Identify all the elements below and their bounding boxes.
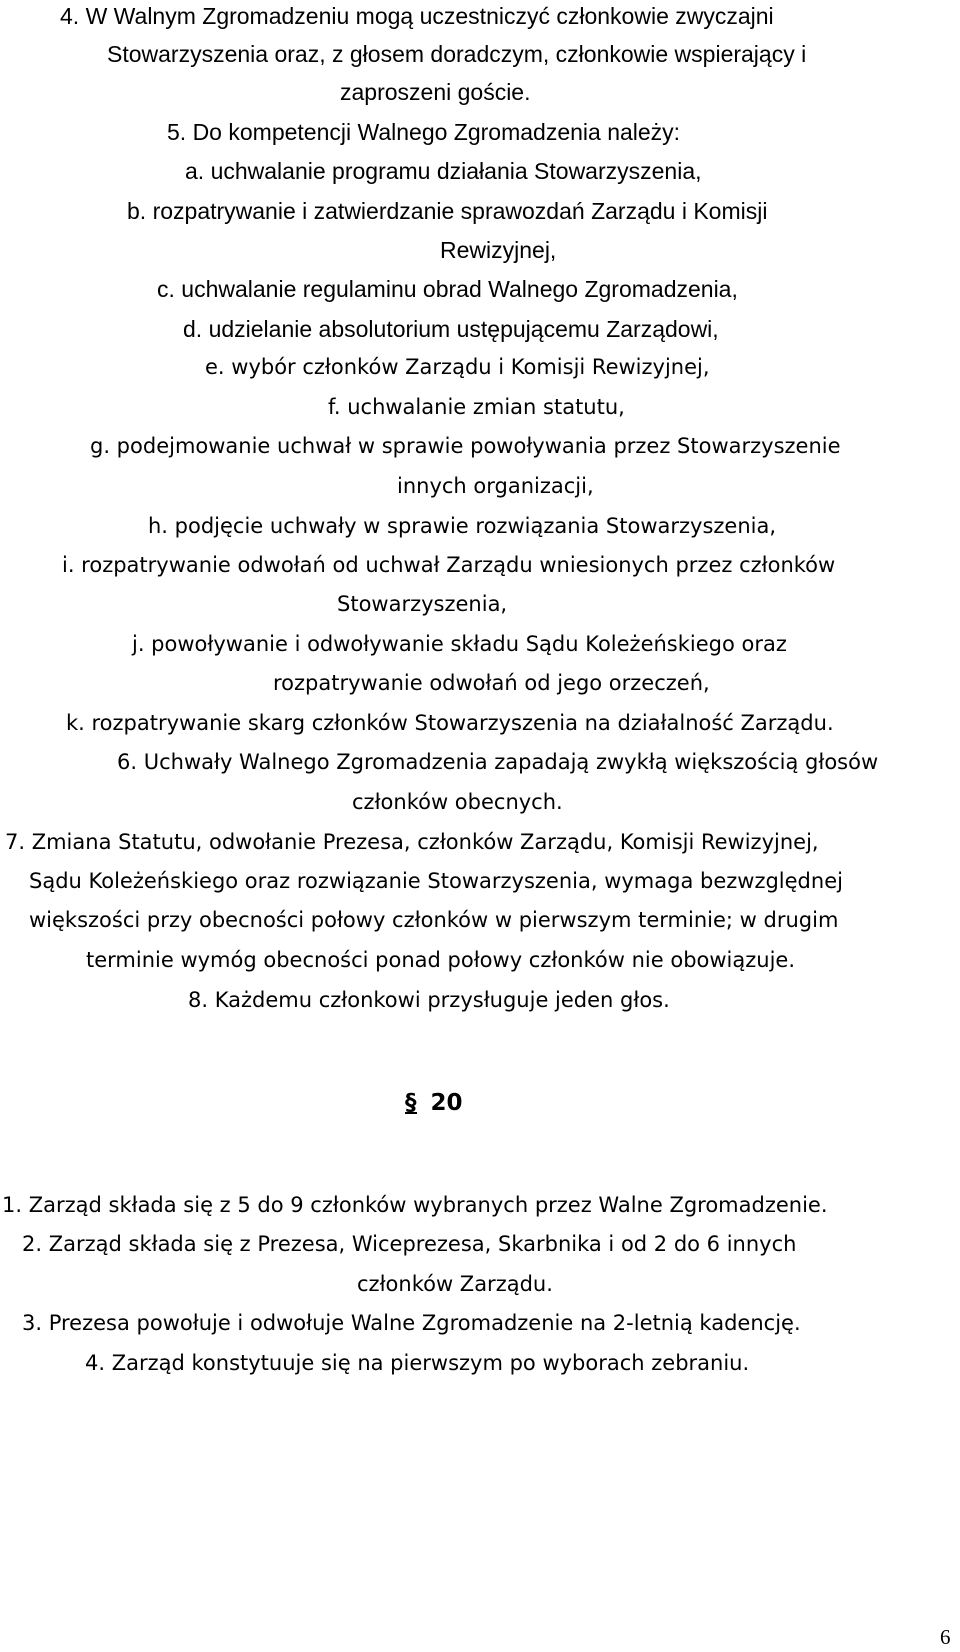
section-heading: [405, 1092, 463, 1115]
item-5i-line-2: Stowarzyszenia,: [337, 592, 508, 616]
item-6-line-2: członków obecnych.: [352, 790, 563, 814]
p20-item-2-line-1: 2. Zarząd składa się z Prezesa, Wiceprezesa, Skarbnika i od 2 do 6 innych: [22, 1232, 797, 1256]
item-5g-line-1: g. podejmowanie uchwał w sprawie powoływania przez Stowarzyszenie: [90, 434, 841, 458]
item-5e: e. wybór członków Zarządu i Komisji Rewizyjnej,: [205, 355, 710, 379]
item-5i-line-1: i. rozpatrywanie odwołań od uchwał Zarządu wniesionych przez członków: [62, 553, 836, 577]
item-7-line-4: terminie wymóg obecności ponad połowy członków nie obowiązuje.: [86, 948, 796, 972]
item-5a: a. uchwalanie programu działania Stowarzyszenia,: [185, 158, 702, 184]
item-5b-line-2: Rewizyjnej,: [440, 237, 557, 263]
item-5j-line-2: rozpatrywanie odwołań od jego orzeczeń,: [273, 671, 710, 695]
item-5-intro: 5. Do kompetencji Walnego Zgromadzenia należy:: [167, 119, 681, 145]
item-7-line-1: 7. Zmiana Statutu, odwołanie Prezesa, członków Zarządu, Komisji Rewizyjnej,: [5, 830, 819, 854]
item-5c: c. uchwalanie regulaminu obrad Walnego Zgromadzenia,: [157, 276, 738, 302]
item-5b-line-1: b. rozpatrywanie i zatwierdzanie sprawozdań Zarządu i Komisji: [127, 198, 768, 224]
item-5h: h. podjęcie uchwały w sprawie rozwiązania Stowarzyszenia,: [148, 514, 777, 538]
item-5g-line-2: innych organizacji,: [397, 474, 594, 498]
section-number: 20: [430, 1090, 463, 1116]
item-8: 8. Każdemu członkowi przysługuje jeden głos.: [188, 988, 670, 1012]
page-number: 6: [940, 1625, 951, 1649]
item-4-line-2: Stowarzyszenia oraz, z głosem doradczym, członkowie wspierający i: [107, 41, 807, 67]
p20-item-1: 1. Zarząd składa się z 5 do 9 członków wybranych przez Walne Zgromadzenie.: [2, 1193, 828, 1217]
section-symbol: §: [405, 1090, 417, 1116]
item-5k: k. rozpatrywanie skarg członków Stowarzyszenia na działalność Zarządu.: [66, 711, 834, 735]
item-7-line-3: większości przy obecności połowy członków w pierwszym terminie; w drugim: [29, 908, 839, 932]
item-4-line-3: zaproszeni goście.: [340, 79, 531, 105]
item-5j-line-1: j. powoływanie i odwoływanie składu Sądu Koleżeńskiego oraz: [132, 632, 787, 656]
p20-item-3: 3. Prezesa powołuje i odwołuje Walne Zgromadzenie na 2-letnią kadencję.: [22, 1311, 801, 1335]
item-4-line-1: 4. W Walnym Zgromadzeniu mogą uczestniczyć członkowie zwyczajni: [60, 3, 774, 29]
p20-item-4: 4. Zarząd konstytuuje się na pierwszym po wyborach zebraniu.: [85, 1351, 750, 1375]
item-5d: d. udzielanie absolutorium ustępującemu Zarządowi,: [183, 316, 719, 342]
item-5f: f. uchwalanie zmian statutu,: [328, 395, 625, 419]
item-6-line-1: 6. Uchwały Walnego Zgromadzenia zapadają zwykłą większością głosów: [117, 750, 879, 774]
p20-item-2-line-2: członków Zarządu.: [357, 1272, 553, 1296]
item-7-line-2: Sądu Koleżeńskiego oraz rozwiązanie Stowarzyszenia, wymaga bezwzględnej: [29, 869, 843, 893]
